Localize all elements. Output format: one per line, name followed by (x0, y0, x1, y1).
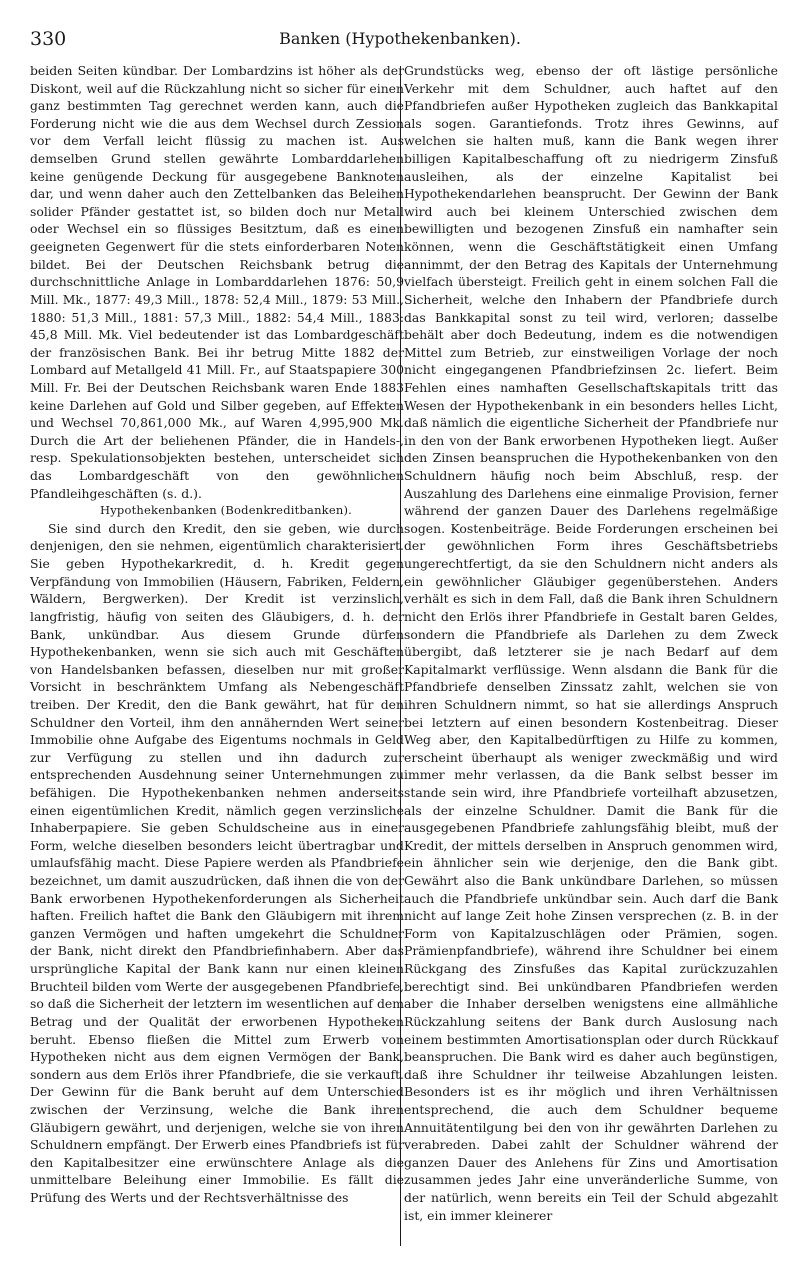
left-column (30, 62, 404, 1207)
page-number: 330 (30, 28, 67, 50)
paragraph: Grundstücks weg, ebenso der oft lästige persönliche Verkehr mit dem Schuldner, auch haftet auf den Pfandbriefen außer Hypotheken zugleich das Bankkapital als sogen. Garantiefonds. Trotz ihres Gewinns, auf welchen sie halten muß, kann die Bank wegen ihrer billigen Kapitalbeschaffung oft zu niedrigerm Zinsfuß ausleihen, als der einzelne Kapitalist bei Hypothekendarlehen beansprucht. Der Gewinn der Bank wird auch bei kleinem Unterschied zwischen dem bewilligten und bezogenen Zinsfuß ein namhafter sein können, wenn die Geschäftstätigkeit einen Umfang annimmt, der den Betrag des Kapitals der Unternehmung vielfach übersteigt. Freilich geht in einem solchen Fall die Sicherheit, welche den Inhabern der Pfandbriefe durch das Bankkapital sonst zu teil wird, verloren; dasselbe behält aber doch Bedeutung, indem es die notwendigen Mittel zum Betrieb, zur einstweiligen Vorlage der noch nicht eingegangenen Pfandbriefzinsen 2c. liefert. Beim Fehlen eines namhaften Gesellschaftskapitals tritt das Wesen der Hypothekenbank in ein besonders helles Licht, daß nämlich die eigentliche Sicherheit der Pfandbriefe nur in den von der Bank erworbenen Hypotheken liegt. Außer den Zinsen beanspruchen die Hypothekenbanken von den Schuldnern häufig noch beim Abschluß, resp. der Auszahlung des Darlehens eine einmalige Provision, ferner während der ganzen Dauer des Darlehens regelmäßige sogen. Kostenbeiträge. Beide Forderungen erscheinen bei der gewöhnlichen Form ihres Geschäftsbetriebs ungerechtfertigt, da sie den Schuldnern nicht anders als ein gewöhnlicher Gläubiger gegenüberstehen. Anders verhält es sich in dem Fall, daß die Bank ihren Schuldnern nicht den Erlös ihrer Pfandbriefe in Gestalt baren Geldes, sondern die Pfandbriefe als Darlehen zu dem Zweck übergibt, daß letzterer sie je nach Bedarf auf dem Kapitalmarkt verflüssige. Wenn alsdann die Bank für die Pfandbriefe denselben Zinssatz zahlt, welchen sie von ihren Schuldnern nimmt, so hat sie allerdings Anspruch bei letztern auf einen besondern Kostenbeitrag. Dieser Weg aber, den Kapitalbedürftigen zu Hilfe zu kommen, erscheint überhaupt als weniger zweckmäßig und wird immer mehr verlassen, da die Bank selbst besser im stande sein wird, ihre Pfandbriefe vorteilhaft abzusetzen, als der einzelne Schuldner. Damit die Bank für die ausgegebenen Pfandbriefe zahlungsfähig bleibt, muß der Kredit, der mittels derselben in Anspruch genommen wird, ein ähnlicher sein wie derjenige, den die Bank gibt. Gewährt also die Bank unkündbare Darlehen, so müssen auch die Pfandbriefe unkündbar sein. Auch darf die Bank nicht auf lange Zeit hohe Zinsen versprechen (z. B. in der Form von Kapitalzuschlägen oder Prämien, sogen. Prämienpfandbriefe), während ihre Schuldner bei einem Rückgang des Zinsfußes das Kapital zurückzuzahlen berechtigt sind. Bei unkündbaren Pfandbriefen werden aber die Inhaber derselben wenigstens eine allmähliche Rückzahlung seitens der Bank durch Auslosung nach einem bestimmten Amortisationsplan oder durch Rückkauf beanspruchen. Die Bank wird es daher auch begünstigen, daß ihre Schuldner ihr teilweise Abzahlungen leisten. Besonders ist es ihr möglich und ihren Verhältnissen entsprechend, die auch dem Schuldner bequeme Annuitätentilgung bei den von ihr gewährten Darlehen zu verabreden. Dabei zahlt der Schuldner während der ganzen Dauer des Anlehens für Zins und Amortisation zusammen jedes Jahr eine unveränderliche Summe, von der natürlich, wenn bereits ein Teil der Schuld abgezahlt ist, ein immer kleinerer (404, 63, 778, 1223)
paragraph: Sie sind durch den Kredit, den sie geben, wie durch denjenigen, den sie nehmen, eigentümlich charakterisiert. Sie geben Hypothekarkredit, d. h. Kredit gegen Verpfändung von Immobilien (Häusern, Fabriken, Feldern, Wäldern, Bergwerken). Der Kredit ist verzinslich, langfristig, häufig von seiten des Gläubigers, d. h. der Bank, unkündbar. Aus diesem Grunde dürfen Hypothekenbanken, wenn sie sich auch mit Geschäften von Handelsbanken befassen, dieselben nur mit großer Vorsicht in beschränktem Umfang als Nebengeschäft treiben. Der Kredit, den die Bank gewährt, hat für den Schuldner den Vorteil, ihm den annähernden Wert seiner Immobilie ohne Aufgabe des Eigentums nochmals in Geld zur Verfügung zu stellen und ihn dadurch zur entsprechenden Ausdehnung seiner Unternehmungen zu befähigen. Die Hypothekenbanken nehmen anderseits einen eigentümlichen Kredit, nämlich gegen verzinsliche Inhaberpapiere. Sie geben Schuldscheine aus in einer Form, welche dieselben besonders leicht übertragbar und umlaufsfähig macht. Diese Papiere werden als Pfandbriefe bezeichnet, um damit auszudrücken, daß ihnen die von der Bank erworbenen Hypothekenforderungen als Sicherheit haften. Freilich haftet die Bank den Gläubigern mit ihrem ganzen Vermögen und haften umgekehrt die Schuldner der Bank, nicht direkt den Pfandbriefinhabern. Aber das ursprüngliche Kapital der Bank kann nur einen kleinen Bruchteil bilden vom Werte der ausgegebenen Pfandbriefe, so daß die Sicherheit der letztern im wesentlichen auf dem Betrag und der Qualität der erworbenen Hypotheken beruht. Ebenso fließen die Mittel zum Erwerb von Hypotheken nicht aus dem eignen Vermögen der Bank, sondern aus dem Erlös ihrer Pfandbriefe, die sie verkauft. Der Gewinn für die Bank beruht auf dem Unterschied zwischen der Verzinsung, welche die Bank ihren Gläubigern gewährt, und derjenigen, welche sie von ihren Schuldnern empfängt. Der Erwerb eines Pfandbriefs ist für den Kapitalbesitzer eine erwünschtere Anlage als die unmittelbare Beleihung einer Immobilie. Es fällt die Prüfung des Werts und der Rechtsverhältnisse des (30, 520, 404, 1205)
paragraph: beiden Seiten kündbar. Der Lombardzins ist höher als der Diskont, weil auf die Rückzahlung nicht so sicher für einen ganz bestimmten Tag gerechnet werden kann, auch die Forderung nicht wie die aus dem Wechsel durch Zession vor dem Verfall leicht flüssig zu machen ist. Aus demselben Grund stellen gewährte Lombarddarlehen keine genügende Deckung für ausgegebene Banknoten dar, und wenn daher auch den Zettelbanken das Beleihen solider Pfänder gestattet ist, so bilden doch nur Metall oder Wechsel ein so flüssiges Besitztum, daß es einen geeigneten Gegenwert für die stets einforderbaren Noten bildet. Bei der Deutschen Reichsbank betrug die durchschnittliche Anlage in Lombarddarlehen 1876: 50,9 Mill. Mk., 1877: 49,3 Mill., 1878: 52,4 Mill., 1879: 53 Mill., 1880: 51,3 Mill., 1881: 57,3 Mill., 1882: 54,4 Mill., 1883: 45,8 Mill. Mk. Viel bedeutender ist das Lombardgeschäft der französischen Bank. Bei ihr betrug Mitte 1882 der Lombard auf Metallgeld 41 Mill. Fr., auf Staatspapiere 300 Mill. Fr. Bei der Deutschen Reichsbank waren Ende 1883 keine Darlehen auf Gold und Silber gegeben, auf Effekten und Wechsel 70,861,000 Mk., auf Waren 4,995,900 Mk. Durch die Art der beliehenen Pfänder, die in Handels-, resp. Spekulationsobjekten bestehen, unterscheidet sich das Lombardgeschäft von den gewöhnlichen Pfandleihgeschäften (s. d.). (30, 63, 404, 501)
section-heading: Hypothekenbanken (Bodenkreditbanken). (100, 503, 352, 518)
running-title: Banken (Hypothekenbanken). (279, 29, 521, 48)
page-header (30, 28, 770, 52)
right-column (404, 62, 778, 1224)
